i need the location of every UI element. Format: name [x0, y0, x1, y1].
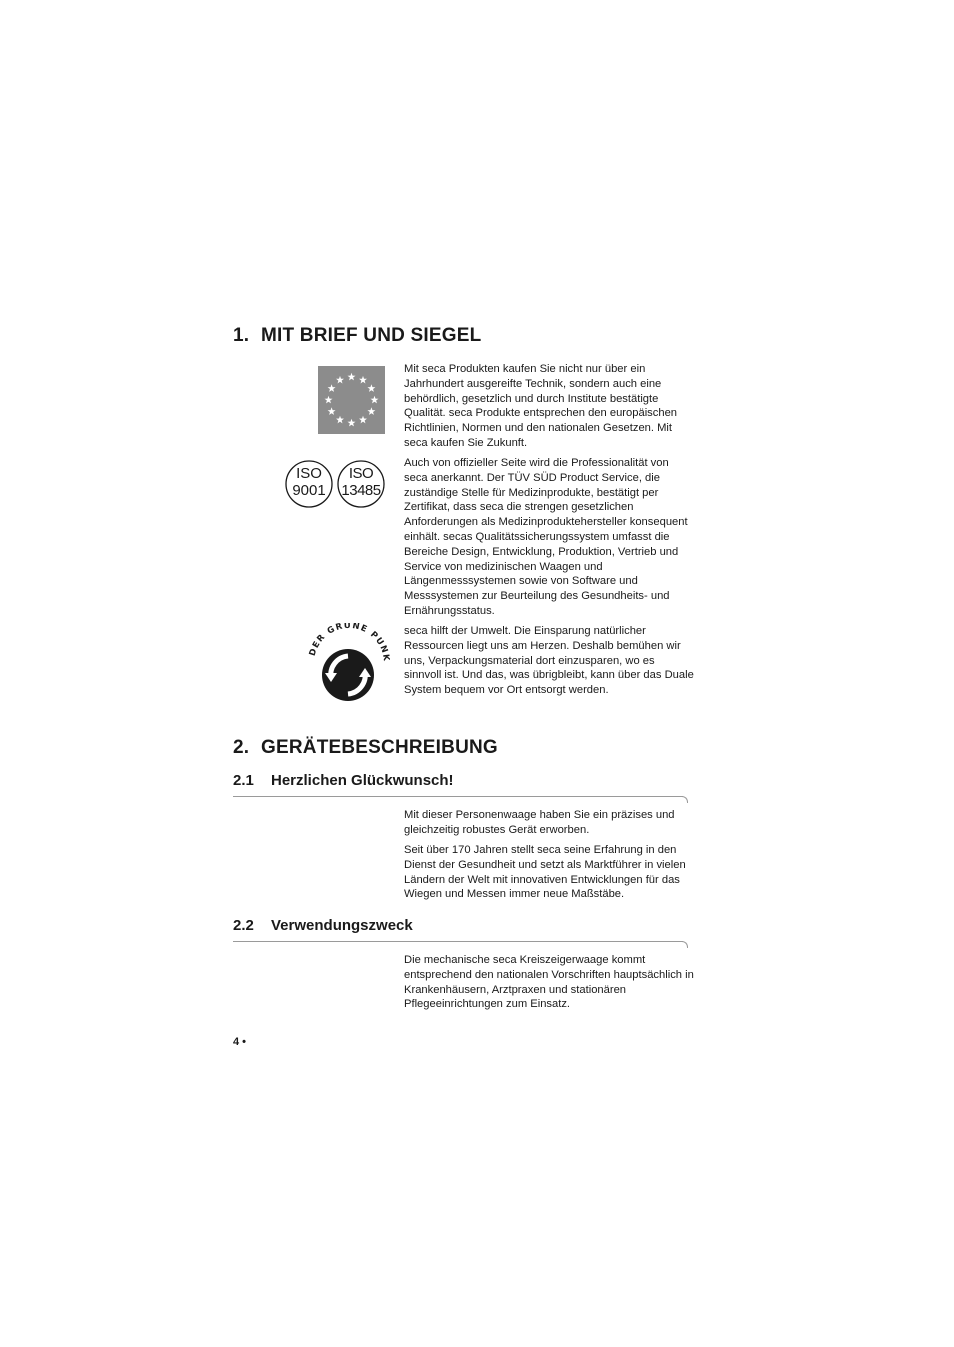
green-dot-arc-text: DER GRÜNE PUN — [307, 623, 390, 658]
section-1-number: 1. — [233, 325, 250, 346]
eu-flag-icon — [318, 366, 385, 434]
subsection-2-1-heading — [233, 772, 454, 789]
iso-9001-line1: ISO — [296, 465, 322, 482]
subsection-2-1-rule — [233, 796, 683, 797]
section-2-heading — [233, 737, 498, 759]
subsection-2-1-paragraph-1: Mit dieser Personenwaage haben Sie ein präzises und gleichzeitig robustes Gerät erworben. — [404, 809, 675, 836]
section-1-title: MIT BRIEF UND SIEGEL — [261, 325, 482, 346]
section-1-paragraph-2: Auch von offizieller Seite wird die Professionalität von seca anerkannt. Der TÜV SÜD Product Service, die zuständige Stelle für Medizinprodukte, bestätigt per Zertifikat, dass seca die strengen gesetzlichen Anforderungen als Medizinproduktehersteller konsequent einhält. secas Qualitätssicherungssystem umfasst die Bereiche Design, Entwicklung, Produktion, Vertrieb und Service von medizinischen Waagen und Längenmesssystemen sowie von Software und Messsystemen zur Beurteilung des Gesundheits- und Ernährungsstatus. — [404, 457, 688, 617]
subsection-2-2-rule — [233, 941, 683, 942]
section-1-heading — [233, 325, 481, 347]
iso-13485-icon — [337, 460, 385, 508]
subsection-2-1-title: Herzlichen Glückwunsch! — [271, 772, 454, 789]
iso-9001-line2: 9001 — [292, 482, 326, 499]
green-dot-logo-icon — [306, 623, 390, 707]
iso-13485-line1: ISO — [348, 465, 374, 482]
section-1-paragraph-1: Mit seca Produkten kaufen Sie nicht nur über ein Jahrhundert ausgereifte Technik, sondern auch eine behördlich, gesetzlich und durch Institute bestätigte Qualität. seca Produkte entsprechen den europäischen Richtlinien, Normen und den nationalen Gesetzen. Mit seca kaufen Sie Zukunft. — [404, 363, 678, 449]
iso-9001-icon — [285, 460, 333, 508]
subsection-2-2-title: Verwendungszweck — [271, 917, 413, 934]
iso-13485-line2: 13485 — [341, 482, 381, 499]
subsection-2-1-rule-hook — [681, 796, 688, 803]
subsection-2-2-number: 2.2 — [233, 917, 254, 934]
subsection-2-2-paragraph-1: Die mechanische seca Kreiszeigerwaage kommt entsprechend den nationalen Vorschriften hauptsächlich in Krankenhäusern, Arztpraxen und stationären Pflegeeinrichtungen zum Einsatz. — [404, 954, 694, 1011]
subsection-2-2-rule-hook — [681, 941, 688, 948]
subsection-2-1-paragraph-2: Seit über 170 Jahren stellt seca seine Erfahrung in den Dienst der Gesundheit und setzt als Marktführer in vielen Ländern der Welt mit innovativen Entwicklungen für das Wiegen und Messen immer neue Maßstäbe. — [404, 844, 686, 901]
section-1-paragraph-3: seca hilft der Umwelt. Die Einsparung natürlicher Ressourcen liegt uns am Herzen. Deshalb bemühen wir uns, Verpackungsmaterial dort einzusparen, wo es sinnvoll ist. Und das, was übrigbleibt, kann über das Duale System bequem vor Ort entsorgt werden. — [404, 625, 694, 697]
page-number: 4 • — [233, 1036, 247, 1048]
subsection-2-2-heading — [233, 917, 413, 934]
subsection-2-1-number: 2.1 — [233, 772, 254, 789]
section-2-title: GERÄTEBESCHREIBUNG — [261, 737, 498, 758]
section-2-number: 2. — [233, 737, 250, 758]
